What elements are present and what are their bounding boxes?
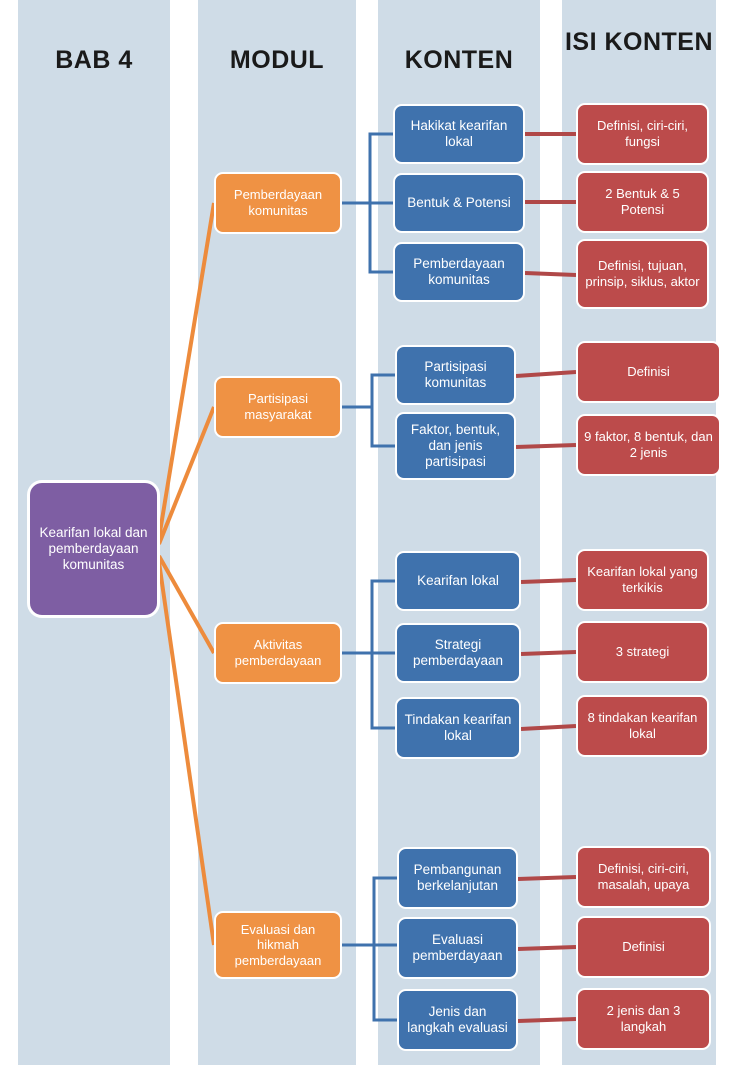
node-isi-definisi-ciri-fungsi[interactable]: Definisi, ciri-ciri, fungsi — [576, 103, 709, 165]
node-module-pemberdayaan-komunitas[interactable]: Pemberdayaan komunitas — [214, 172, 342, 234]
column-heading-konten: KONTEN — [404, 46, 514, 74]
node-konten-strategi-pemberdayaan[interactable]: Strategi pemberdayaan — [395, 623, 521, 683]
node-isi-2-bentuk-5-potensi[interactable]: 2 Bentuk & 5 Potensi — [576, 171, 709, 233]
node-konten-pembangunan-berkelanjutan[interactable]: Pembangunan berkelanjutan — [397, 847, 518, 909]
node-konten-pemberdayaan-komunitas[interactable]: Pemberdayaan komunitas — [393, 242, 525, 302]
node-module-aktivitas-pemberdayaan[interactable]: Aktivitas pemberdayaan — [214, 622, 342, 684]
node-konten-jenis-dan-langkah-evaluasi[interactable]: Jenis dan langkah evaluasi — [397, 989, 518, 1051]
node-isi-definisi-tujuan-prinsip-siklus-aktor[interactable]: Definisi, tujuan, prinsip, siklus, aktor — [576, 239, 709, 309]
node-konten-hakikat-kearifan-lokal[interactable]: Hakikat kearifan lokal — [393, 104, 525, 164]
column-band-modul — [198, 0, 356, 1065]
node-module-partisipasi-masyarakat[interactable]: Partisipasi masyarakat — [214, 376, 342, 438]
column-heading-isi-konten: ISI KONTEN — [564, 28, 714, 56]
node-isi-8-tindakan-kearifan-lokal[interactable]: 8 tindakan kearifan lokal — [576, 695, 709, 757]
node-isi-definisi-partisipasi[interactable]: Definisi — [576, 341, 721, 403]
node-isi-definisi-ciri-masalah-upaya[interactable]: Definisi, ciri-ciri, masalah, upaya — [576, 846, 711, 908]
node-isi-3-strategi[interactable]: 3 strategi — [576, 621, 709, 683]
node-konten-kearifan-lokal[interactable]: Kearifan lokal — [395, 551, 521, 611]
node-konten-bentuk-potensi[interactable]: Bentuk & Potensi — [393, 173, 525, 233]
node-isi-definisi-evaluasi[interactable]: Definisi — [576, 916, 711, 978]
node-isi-kearifan-lokal-terkikis[interactable]: Kearifan lokal yang terkikis — [576, 549, 709, 611]
node-isi-2-jenis-3-langkah[interactable]: 2 jenis dan 3 langkah — [576, 988, 711, 1050]
node-konten-partisipasi-komunitas[interactable]: Partisipasi komunitas — [395, 345, 516, 405]
node-konten-faktor-bentuk-jenis-partisipasi[interactable]: Faktor, bentuk, dan jenis partisipasi — [395, 412, 516, 480]
node-isi-9-faktor-8-bentuk-2-jenis[interactable]: 9 faktor, 8 bentuk, dan 2 jenis — [576, 414, 721, 476]
column-heading-modul: MODUL — [229, 46, 325, 74]
node-root-kearifan-lokal[interactable]: Kearifan lokal dan pemberdayaan komunitas — [28, 481, 159, 617]
node-konten-evaluasi-pemberdayaan[interactable]: Evaluasi pemberdayaan — [397, 917, 518, 979]
column-heading-bab: BAB 4 — [55, 46, 133, 74]
node-konten-tindakan-kearifan-lokal[interactable]: Tindakan kearifan lokal — [395, 697, 521, 759]
node-module-evaluasi-hikmah-pemberdayaan[interactable]: Evaluasi dan hikmah pemberdayaan — [214, 911, 342, 979]
